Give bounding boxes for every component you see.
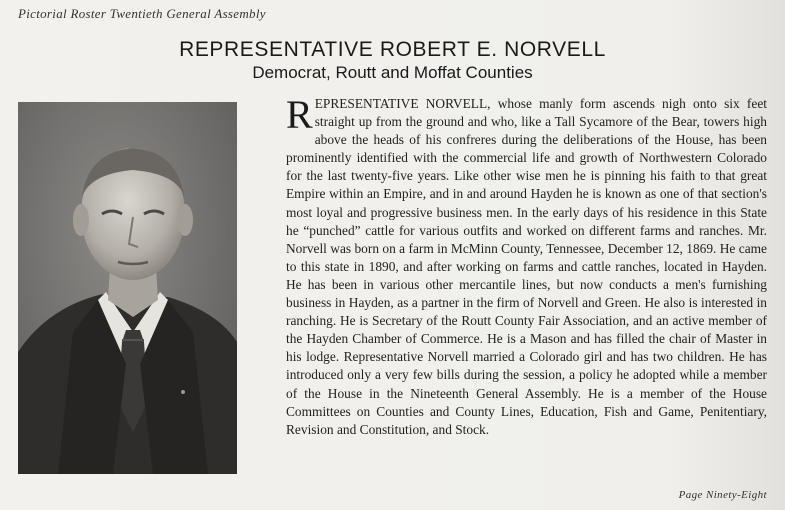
running-head: Pictorial Roster Twentieth General Assembly <box>18 6 266 21</box>
biography-lead: EPRESENTATIVE NORVELL, <box>314 96 491 111</box>
drop-cap: R <box>286 92 313 137</box>
page-title: REPRESENTATIVE ROBERT E. NORVELL <box>179 38 606 61</box>
portrait-illustration <box>18 102 237 474</box>
page-subtitle: Democrat, Routt and Moffat Counties <box>252 63 533 82</box>
biography-paragraph <box>286 92 768 439</box>
page-number: Page Ninety-Eight <box>678 489 767 501</box>
biography-body: whose manly form ascends nigh onto six feet straight up from the ground and who, like a Tall Sycamore of the Bear, towers high above the heads of his confreres during the deliberations of the House, has been prominently identified with the commercial life and growth of Northwestern Colorado for the last twenty-five years. Like other wise men he is pinning his faith to that great Empire within an Empire, and in and around Hayden he is known as one of that section's most loyal and progressive business men. In the early days of his residence in this State he “punched” cattle for various outfits and worked on different farms and ranches. Mr. Norvell was born on a farm in McMinn County, Tennessee, December 12, 1869. He came to this state in 1890, and after working on farms and cattle ranches, located in Hayden. He has been in various other mercantile lines, but now conducts a men's furnishing business in Hayden, as a partner in the firm of Norvell and Green. He also is interested in ranching. He is Secretary of the Routt County Fair Association, and an active member of the Hayden Chamber of Commerce. He is a Mason and has filled the chair of Master in his lodge. Representative Norvell married a Colorado girl and has two children. He has introduced only a very few bills during the session, a policy he adopted while a member of the House in the Nineteenth General Assembly. He is a member of the House Committees on Counties and County Lines, Education, Fish and Game, Penitentiary, Revision and Constitution, and Stock. <box>286 96 768 437</box>
biography-text <box>286 92 768 439</box>
portrait-photo <box>18 102 237 474</box>
